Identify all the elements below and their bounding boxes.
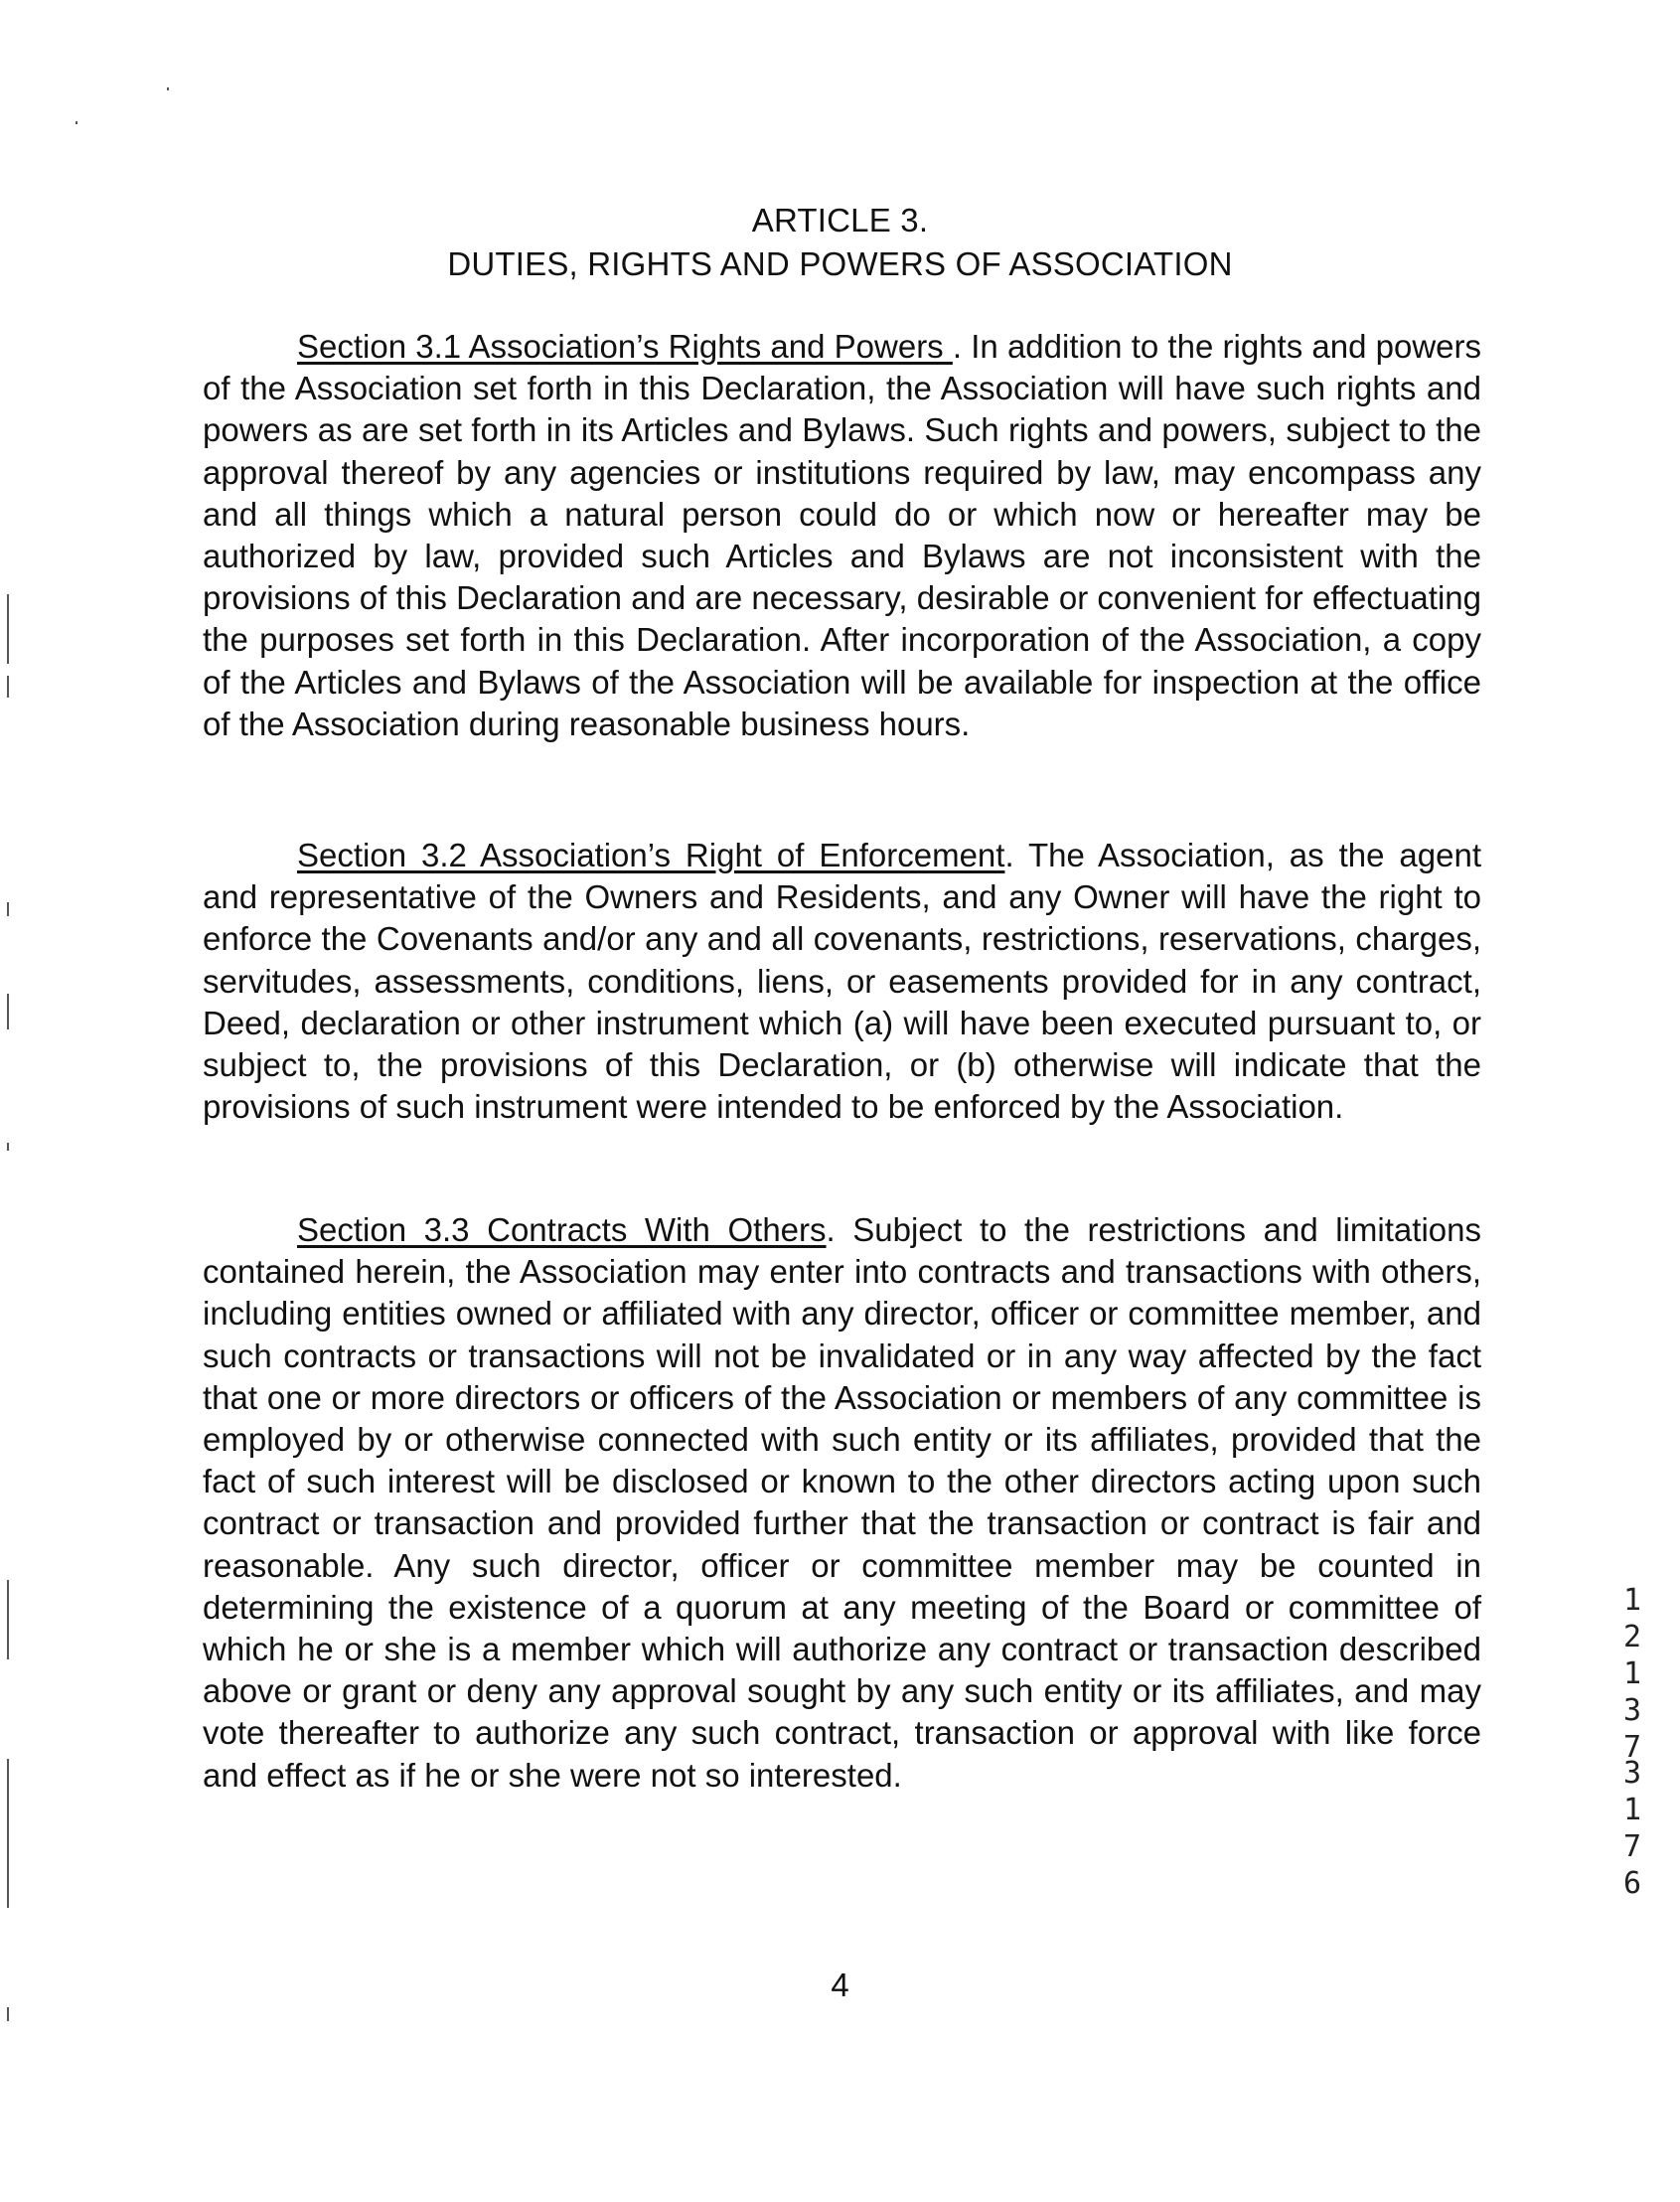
scan-artifact — [167, 87, 169, 90]
section-3-1-paragraph — [203, 326, 1481, 745]
section-3-3-title-period: . — [826, 1211, 836, 1248]
scan-artifact — [7, 594, 9, 664]
scan-artifact — [7, 1580, 9, 1659]
stamp-digit: 3 — [1622, 1756, 1642, 1791]
section-3-1-title: Section 3.1 Association’s Rights and Powers — [297, 328, 953, 365]
recording-stamp-part-1 — [1612, 1582, 1652, 1766]
stamp-digit: 1 — [1622, 1583, 1642, 1618]
scan-artifact — [7, 994, 9, 1029]
scan-artifact — [7, 2007, 9, 2021]
stamp-digit: 2 — [1622, 1620, 1642, 1654]
stamp-digit: 6 — [1622, 1866, 1642, 1901]
section-3-3-paragraph — [203, 1209, 1481, 1797]
section-3-1-title-period: . — [952, 328, 963, 365]
scan-artifact — [7, 902, 9, 916]
scan-artifact — [7, 676, 9, 698]
section-3-2-body: The Association, as the agent and representative of the Owners and Residents, and any Owner will have the right to enforce the Covenants and/or any and all covenants, restrictions, reservations, charges, servitudes, assessments, conditions, liens, or easements provided for in any contract, Deed, declaration or other instrument which (a) will have been executed pursuant to, or subject to, the provisions of this Declaration, or (b) otherwise will indicate that the provisions of such instrument were intended to be enforced by the Association. — [203, 837, 1481, 1126]
article-title: DUTIES, RIGHTS AND POWERS OF ASSOCIATION — [447, 245, 1233, 282]
section-3-1-body: In addition to the rights and powers of the Association set forth in this Declaration, the Association will have such rights and powers as are set forth in its Articles and Bylaws. Such rights and powers, subject to the approval thereof by any agencies or institutions required by law, may encompass any and all things which a natural person could do or which now or hereafter may be authorized by law, provided such Articles and Bylaws are not inconsistent with the provisions of this Declaration and are necessary, desirable or convenient for effectuating the purposes set forth in this Declaration. After incorporation of the Association, a copy of the Articles and Bylaws of the Association will be available for inspection at the office of the Association during reasonable business hours. — [203, 328, 1482, 742]
stamp-digit: 3 — [1622, 1693, 1642, 1728]
page-number: 4 — [831, 1966, 849, 2003]
scan-artifact — [7, 1759, 9, 1908]
article-number: ARTICLE 3. — [751, 202, 929, 238]
scan-artifact — [7, 1143, 9, 1151]
section-3-2-paragraph — [203, 835, 1481, 1128]
stamp-digit: 1 — [1622, 1793, 1642, 1827]
stamp-digit: 1 — [1622, 1656, 1642, 1691]
scan-artifact — [76, 121, 77, 124]
section-3-2-title-period: . — [1004, 837, 1014, 873]
section-3-3-body: Subject to the restrictions and limitations contained herein, the Association may enter into contracts and transactions with others, including entities owned or affiliated with any director, officer or committee member, and such contracts or transactions will not be invalidated or in any way affected by the fact that one or more directors or officers of the Association or members of any committee is employed by or otherwise connected with such entity or its affiliates, provided that the fact of such interest will be disclosed or known to the other directors acting upon such contract or transaction and provided further that the transaction or contract is fair and reasonable. Any such director, officer or committee member may be counted in determining the existence of a quorum at any meeting of the Board or committee of which he or she is a member which will authorize any contract or transaction described above or grant or deny any approval sought by any such entity or its affiliates, and may vote thereafter to authorize any such contract, transaction or approval with like force and effect as if he or she were not so interested. — [203, 1211, 1481, 1794]
stamp-digit: 7 — [1622, 1730, 1642, 1765]
stamp-digit: 7 — [1622, 1829, 1642, 1864]
section-3-2-title: Section 3.2 Association’s Right of Enforcement — [297, 837, 1005, 873]
section-3-3-title: Section 3.3 Contracts With Others — [297, 1211, 827, 1248]
recording-stamp-part-2 — [1612, 1755, 1652, 1902]
